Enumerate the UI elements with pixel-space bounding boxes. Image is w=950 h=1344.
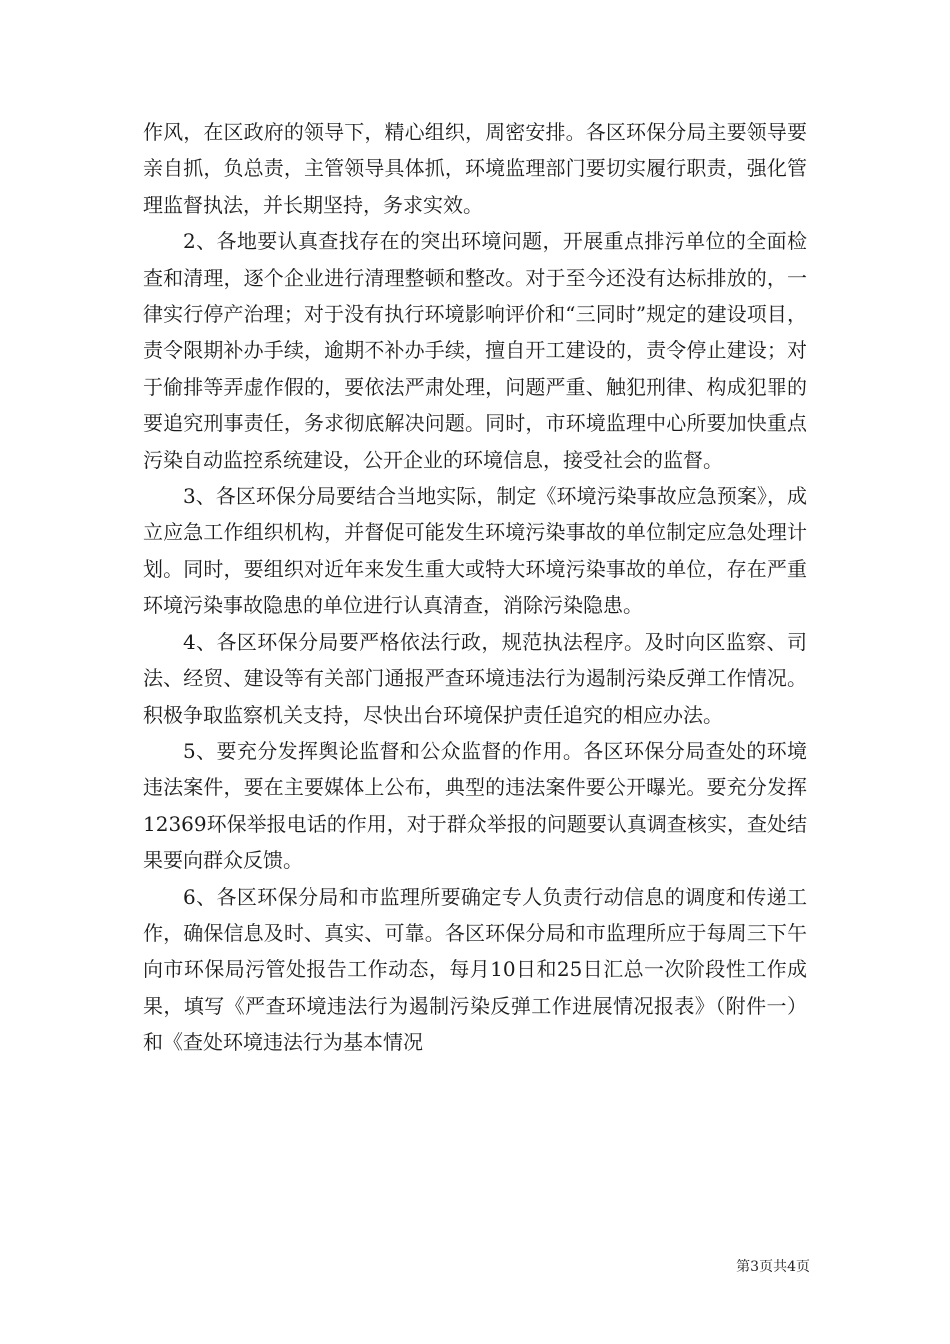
paragraph-6: 6、各区环保分局和市监理所要确定专人负责行动信息的调度和传递工作，确保信息及时、真实、可靠。各区环保分局和市监理所应于每周三下午向市环保局污管处报告工作动态，每月10日和25日汇总一次阶段性工作成果，填写《严查环境违法行为遏制污染反弹工作进展情况报表》（附件一）和《查处环境违法行为基本情况 [143,884,807,1055]
document-body [143,114,807,1061]
paragraph-1: 作风，在区政府的领导下，精心组织，周密安排。各区环保分局主要领导要亲自抓，负总责，主管领导具体抓，环境监理部门要切实履行职责，强化管理监督执法，并长期坚持，务求实效。 [143,120,807,217]
page-number-footer: 第3页共4页 [736,1259,810,1275]
paragraph-3: 3、各区环保分局要结合当地实际，制定《环境污染事故应急预案》，成立应急工作组织机构，并督促可能发生环境污染事故的单位制定应急处理计划。同时，要组织对近年来发生重大或特大环境污染事故的单位，存在严重环境污染事故隐患的单位进行认真清查，消除污染隐患。 [143,484,807,618]
paragraph-5: 5、要充分发挥舆论监督和公众监督的作用。各区环保分局查处的环境违法案件，要在主要媒体上公布，典型的违法案件要公开曝光。要充分发挥12369环保举报电话的作用，对于群众举报的问题要认真调查核实，查处结果要向群众反馈。 [143,738,807,873]
paragraph-2: 2、各地要认真查找存在的突出环境问题，开展重点排污单位的全面检查和清理，逐个企业进行清理整顿和整改。对于至今还没有达标排放的，一律实行停产治理；对于没有执行环境影响评价和“三同时”规定的建设项目，责令限期补办手续，逾期不补办手续，擅自开工建设的，责令停止建设；对于偷排等弄虚作假的，要依法严肃处理，问题严重、触犯刑律、构成犯罪的要追究刑事责任，务求彻底解决问题。同时，市环境监理中心所要加快重点污染自动监控系统建设，公开企业的环境信息，接受社会的监督。 [143,229,807,472]
paragraph-4: 4、各区环保分局要严格依法行政，规范执法程序。及时向区监察、司法、经贸、建设等有关部门通报严查环境违法行为遏制污染反弹工作情况。积极争取监察机关支持，尽快出台环境保护责任追究的相应办法。 [143,629,807,727]
